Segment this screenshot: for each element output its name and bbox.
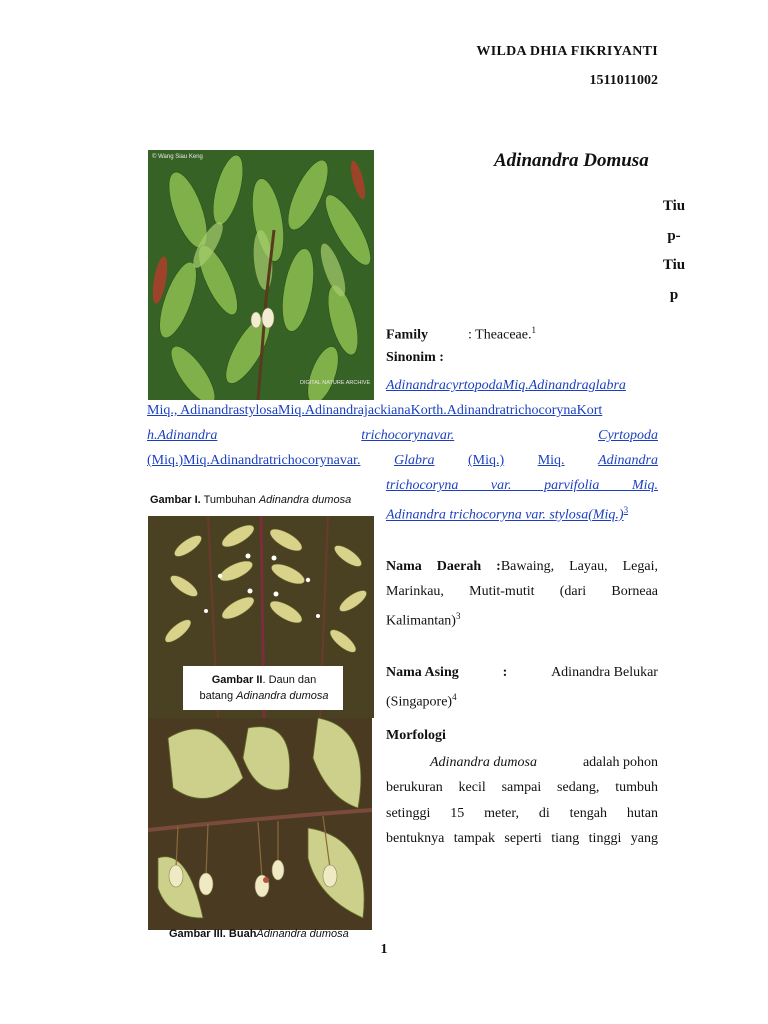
- sinonim-line: [386, 473, 658, 498]
- nama-asing-separator: :: [502, 665, 508, 680]
- tiup-line: p: [669, 286, 679, 303]
- document-title: Adinandra Domusa: [494, 150, 649, 171]
- sinonim-link[interactable]: Cyrtopoda: [598, 428, 658, 443]
- nama-daerah-line: Marinkau, Mutit-mutit (dari Borneaa: [386, 584, 658, 599]
- nama-daerah-line: [386, 604, 658, 634]
- morfologi-line: berukuran kecil sampai sedang, tumbuh: [386, 780, 658, 795]
- sinonim-line: [147, 398, 658, 423]
- nama-daerah-ref: 3: [455, 611, 461, 621]
- figure-3-fruit-photo: [148, 718, 372, 930]
- figure-3-caption: [169, 928, 369, 940]
- caption-species: Adinandra dumosa: [236, 690, 329, 702]
- nama-daerah-value: Kalimantan): [386, 613, 456, 629]
- nama-asing-label: Nama Asing: [386, 665, 459, 680]
- tiup-line: Tiu: [662, 198, 686, 214]
- sinonim-line: [386, 373, 654, 398]
- sinonim-link[interactable]: (Miq.)Miq.Adinandratrichocorynavar.: [147, 453, 361, 468]
- family-label: Family: [386, 327, 428, 343]
- sinonim-label: Sinonim :: [386, 350, 444, 365]
- sinonim-line: [386, 498, 658, 528]
- sinonim-link[interactable]: trichocorynavar.: [361, 428, 455, 443]
- family-separator: :: [468, 327, 472, 343]
- caption-line: [184, 672, 344, 688]
- family-row: [386, 318, 658, 348]
- morfologi-line: setinggi 15 meter, di tengah hutan: [386, 806, 658, 821]
- sinonim-link[interactable]: Adinandra: [598, 453, 658, 468]
- caption-line: [184, 688, 344, 704]
- tiup-line: p-: [667, 227, 681, 244]
- morfologi-heading: Morfologi: [386, 728, 446, 743]
- page-number: 1: [380, 942, 388, 957]
- family-ref: 1: [531, 325, 536, 335]
- nama-asing-ref: 4: [452, 692, 457, 702]
- caption-text: Buah: [225, 928, 257, 940]
- caption-species: Adinandra dumosa: [258, 494, 352, 506]
- sinonim-ref[interactable]: 3: [623, 505, 629, 515]
- morfologi-species: [386, 750, 537, 775]
- morfologi-line: bentuknya tampak seperti tiang tinggi yang: [386, 831, 658, 846]
- tiup-line: Tiu: [662, 257, 686, 273]
- watermark-bottom: DIGITAL NATURE ARCHIVE: [300, 380, 371, 386]
- sinonim-link[interactable]: h.Adinandra: [147, 428, 218, 443]
- morfologi-line: [386, 750, 658, 775]
- morfologi-species-name: Adinandra dumosa: [430, 755, 537, 770]
- nama-asing-line: [386, 685, 658, 715]
- sinonim-link[interactable]: Adinandra trichocoryna var. stylosa(Miq.): [386, 507, 624, 523]
- caption-label: Gambar III.: [169, 928, 226, 940]
- nama-asing-value: Adinandra Belukar: [551, 665, 658, 680]
- sinonim-line: [147, 423, 658, 448]
- sinonim-link[interactable]: Miq.: [537, 453, 565, 468]
- morfologi-text: adalah pohon: [582, 755, 658, 770]
- nama-daerah-line: [386, 554, 658, 579]
- author-name: WILDA DHIA FIKRIYANTI: [476, 44, 658, 59]
- nama-daerah-value: Bawaing, Layau, Legai,: [500, 559, 658, 574]
- caption-label: Gambar I.: [150, 494, 201, 506]
- student-id: 1511011002: [589, 73, 658, 88]
- caption-label: Gambar II: [211, 674, 263, 686]
- nama-asing-country: (Singapore): [386, 694, 453, 710]
- sinonim-link[interactable]: (Miq.): [468, 453, 505, 468]
- figure-2-caption: [184, 672, 344, 704]
- caption-text: Tumbuhan: [200, 494, 259, 506]
- sinonim-line: [147, 448, 658, 473]
- sinonim-link[interactable]: Glabra: [394, 453, 435, 468]
- figure-1-caption: [150, 494, 376, 506]
- figure-1-plant-photo: [148, 150, 374, 400]
- watermark-top: © Wang Siau Keng: [152, 154, 203, 160]
- family-value: Theaceae.: [475, 327, 532, 343]
- caption-text: batang: [199, 690, 237, 702]
- tiup-label: [657, 192, 691, 310]
- caption-text: . Daun dan: [262, 674, 317, 686]
- sinonim-link[interactable]: trichocoryna var. parvifolia Miq.: [386, 478, 658, 493]
- sinonim-link[interactable]: AdinandracyrtopodaMiq.Adinandraglabra: [386, 378, 626, 393]
- caption-species: Adinandra dumosa: [256, 928, 349, 940]
- sinonim-link[interactable]: Miq., AdinandrastylosaMiq.AdinandrajackianaKorth.AdinandratrichocorynaKort: [147, 403, 603, 418]
- nama-daerah-label: Nama Daerah :: [386, 559, 501, 574]
- nama-asing-line: [386, 660, 658, 685]
